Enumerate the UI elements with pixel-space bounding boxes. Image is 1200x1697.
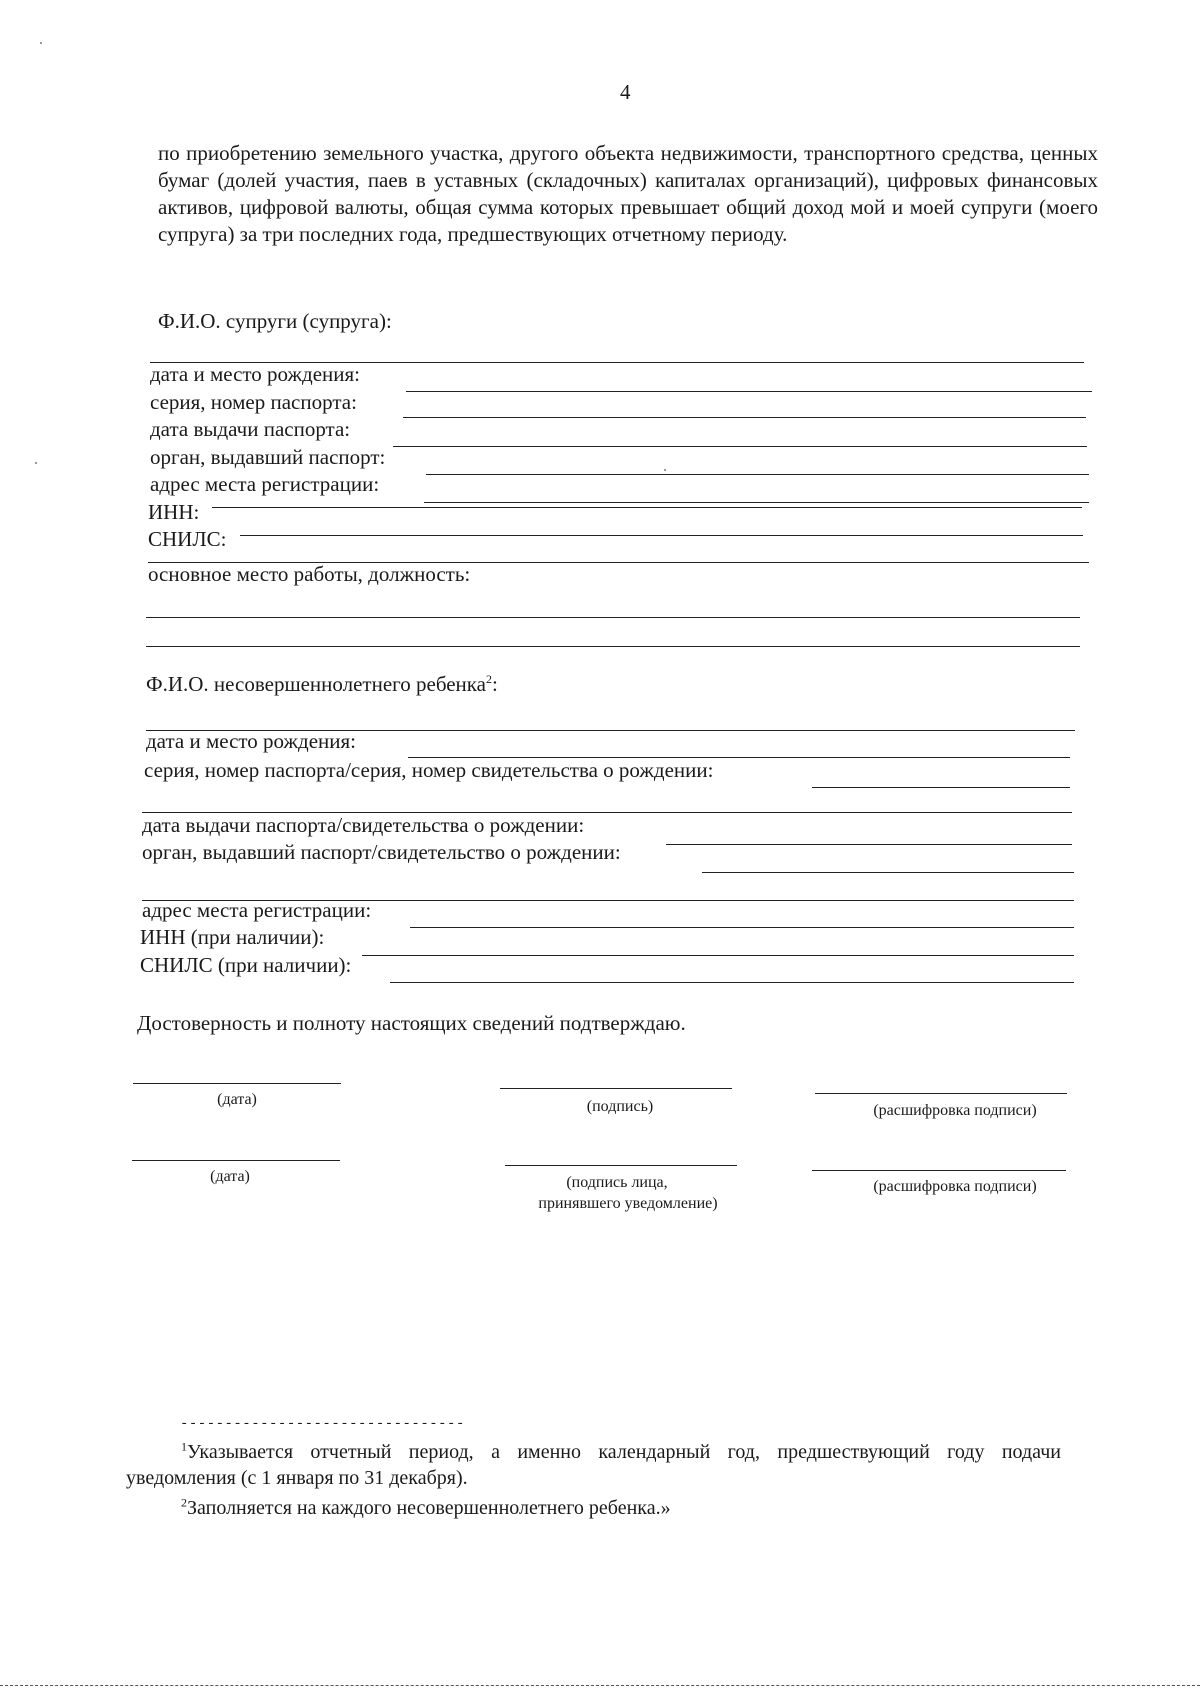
child-document-date-line — [666, 844, 1072, 845]
child-inn-line — [362, 955, 1074, 956]
footnote-2-mark: 2 — [181, 1495, 187, 1510]
scan-bottom-edge — [0, 1685, 1200, 1686]
child-heading — [146, 672, 498, 696]
child-heading-footnote-mark: 2 — [486, 672, 492, 686]
spouse-snils-line — [240, 535, 1083, 536]
child-snils-line — [390, 982, 1074, 983]
spouse-passport-line — [403, 417, 1086, 418]
child-issuer-label: орган, выдавший паспорт/свидетельство о рождении: — [142, 840, 621, 864]
scan-speck — [40, 42, 42, 44]
decoding-line-1 — [815, 1093, 1067, 1094]
spouse-birth-line — [406, 391, 1092, 392]
child-address-label: адрес места регистрации: — [142, 898, 372, 922]
intro-paragraph: по приобретению земельного участка, другого объекта недвижимости, транспортного средства, ценных бумаг (долей участия, паев в уставных (складочных) капиталах организаций), цифровых финансовых активов, цифровой валюты, общая сумма которых превышает общий доход мой и моей супруги (моего супруга) за три последних года, предшествующих отчетному периоду. — [158, 141, 1098, 246]
page-number: 4 — [620, 80, 631, 104]
child-document-label: серия, номер паспорта/серия, номер свидетельства о рождении: — [144, 758, 714, 782]
confirmation-text: Достоверность и полноту настоящих сведений подтверждаю. — [137, 1011, 686, 1035]
decoding-caption-1: (расшифровка подписи) — [873, 1102, 1037, 1119]
date-line-1 — [133, 1083, 341, 1084]
spouse-issuer-line — [426, 474, 1089, 475]
date-line-2 — [132, 1160, 340, 1161]
child-heading-text: Ф.И.О. несовершеннолетнего ребенка — [146, 672, 486, 696]
spouse-inn-line — [212, 507, 1082, 508]
footnote-1-mark: 1 — [181, 1439, 187, 1454]
spouse-issuer-label: орган, выдавший паспорт: — [150, 445, 386, 469]
child-snils-label: СНИЛС (при наличии): — [140, 953, 352, 977]
child-address-line — [410, 927, 1074, 928]
decoding-caption-2: (расшифровка подписи) — [873, 1178, 1037, 1195]
child-issuer-line — [702, 872, 1074, 873]
spouse-work-line-1 — [146, 617, 1080, 618]
spouse-address-line — [424, 502, 1089, 503]
footnote-1 — [126, 1439, 1061, 1491]
footnote-1-text: Указывается отчетный период, а именно календарный год, предшествующий году подачи уведомления (с 1 января по 31 декабря). — [126, 1441, 1061, 1489]
child-birth-label: дата и место рождения: — [146, 729, 357, 753]
footnote-2-text: Заполняется на каждого несовершеннолетнего ребенка.» — [187, 1497, 671, 1519]
spouse-address-label: адрес места регистрации: — [150, 472, 380, 496]
date-caption-1: (дата) — [217, 1091, 257, 1108]
spouse-birth-label: дата и место рождения: — [150, 362, 361, 386]
date-caption-2: (дата) — [210, 1168, 250, 1185]
child-document-date-label: дата выдачи паспорта/свидетельства о рождении: — [142, 813, 585, 837]
spouse-snils-label: СНИЛС: — [148, 527, 227, 551]
signature-line-2 — [505, 1165, 737, 1166]
decoding-line-2 — [812, 1170, 1066, 1171]
scan-speck — [664, 469, 666, 471]
spouse-work-line-2 — [146, 646, 1080, 647]
spouse-passport-date-line — [393, 446, 1087, 447]
footnote-2 — [181, 1495, 671, 1521]
child-document-line — [812, 787, 1070, 788]
spouse-work-label: основное место работы, должность: — [148, 562, 471, 586]
spouse-passport-date-label: дата выдачи паспорта: — [150, 417, 351, 441]
spouse-passport-label: серия, номер паспорта: — [150, 390, 357, 414]
signature-caption-2a: (подпись лица, — [566, 1174, 668, 1191]
signature-caption-1: (подпись) — [586, 1098, 654, 1115]
signature-line-1 — [500, 1088, 732, 1089]
child-inn-label: ИНН (при наличии): — [140, 925, 325, 949]
footnote-separator: -------------------------------- — [180, 1416, 465, 1432]
scan-speck — [35, 462, 37, 464]
spouse-inn-label: ИНН: — [148, 500, 200, 524]
signature-caption-2b: принявшего уведомление) — [538, 1195, 718, 1212]
spouse-heading: Ф.И.О. супруги (супруга): — [158, 309, 392, 333]
child-heading-colon: : — [492, 672, 498, 696]
